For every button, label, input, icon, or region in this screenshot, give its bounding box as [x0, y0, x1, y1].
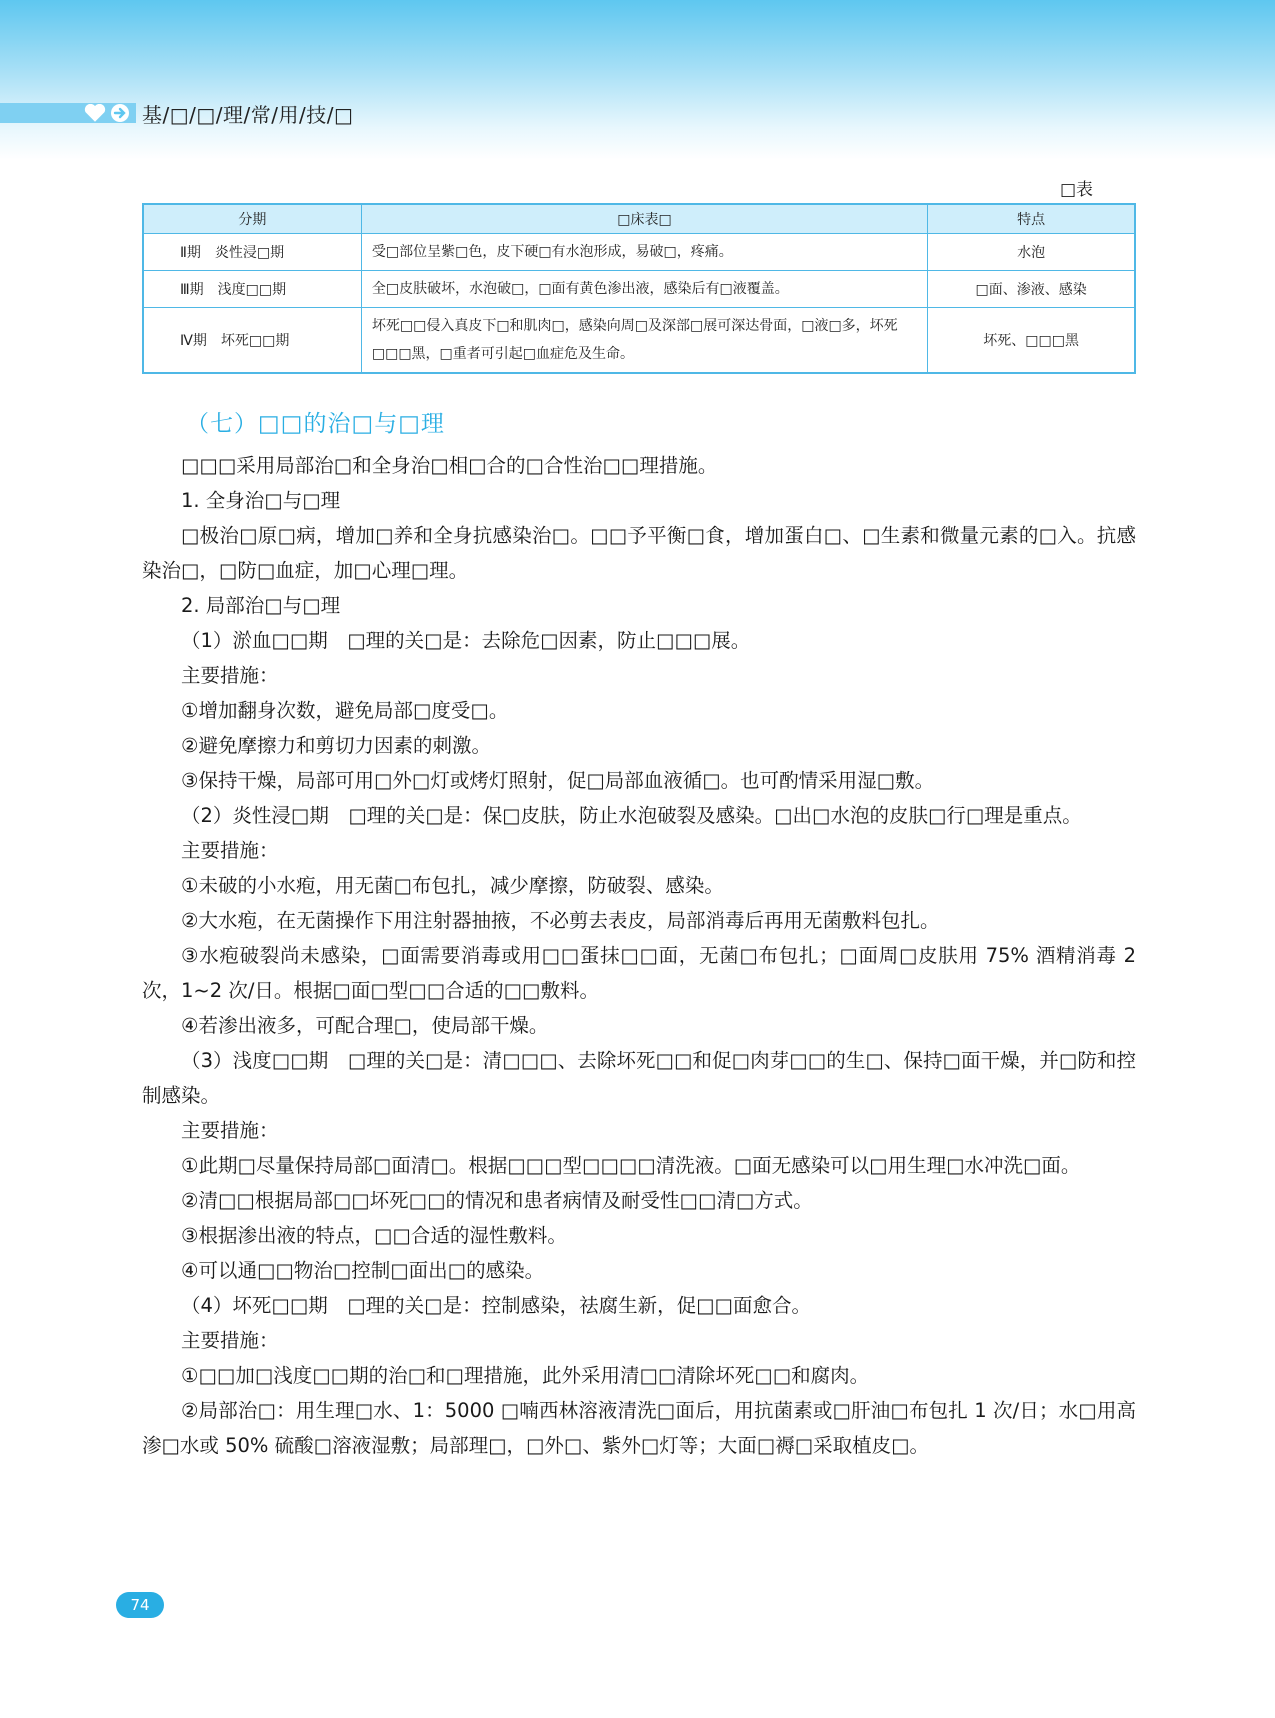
header-gradient-band: [0, 0, 1275, 160]
paragraph: 主要措施：: [181, 1329, 279, 1352]
feature-cell: 坏死、□□□黑: [928, 308, 1135, 374]
stage-cell: Ⅳ期 坏死□□期: [143, 308, 361, 374]
table-row: [143, 234, 1135, 271]
manifestation-cell: 全□皮肤破坏，水泡破□，□面有黄色渗出液，感染后有□液覆盖。: [361, 271, 927, 308]
table-row: [143, 308, 1135, 374]
column-header-stage: 分期: [143, 204, 361, 234]
paragraph: ①增加翻身次数，避免局部□度受□。: [181, 699, 509, 722]
section-heading: （七）□□的治□与□理: [186, 411, 445, 437]
table-caption: □表: [1060, 180, 1094, 200]
stage-cell: Ⅲ期 浅度□□期: [143, 271, 361, 308]
paragraph: 主要措施：: [181, 1119, 279, 1142]
paragraph: 2. 局部治□与□理: [181, 594, 341, 617]
paragraph: 主要措施：: [181, 664, 279, 687]
paragraph: ③水疱破裂尚未感染，□面需要消毒或用□□蛋抹□□面，无菌□布包扎；□面周□皮肤用 75% 酒精消毒 2 次，1~2 次/日。根据□面□型□□合适的□□敷料。: [142, 944, 1136, 1002]
heart-icon: [84, 104, 106, 122]
paragraph: （2）炎性浸□期 □理的关□是：保□皮肤，防止水泡破裂及感染。□出□水泡的皮肤□行□理是重点。: [181, 804, 1082, 827]
paragraph: （1）淤血□□期 □理的关□是：去除危□因素，防止□□□展。: [181, 629, 751, 652]
paragraph: ①未破的小水疱，用无菌□布包扎，减少摩擦，防破裂、感染。: [181, 874, 724, 897]
book-title: 基/□/□/理/常/用/技/□: [142, 103, 354, 127]
paragraph: ④可以通□□物治□控制□面出□的感染。: [181, 1259, 545, 1282]
paragraph: ③保持干燥，局部可用□外□灯或烤灯照射，促□局部血液循□。也可酌情采用湿□敷。: [181, 769, 935, 792]
feature-cell: 水泡: [928, 234, 1135, 271]
paragraph: （4）坏死□□期 □理的关□是：控制感染，祛腐生新，促□□面愈合。: [181, 1294, 811, 1317]
arrow-right-icon: [110, 103, 130, 123]
paragraph: ③根据渗出液的特点，□□合适的湿性敷料。: [181, 1224, 567, 1247]
paragraph: ②避免摩擦力和剪切力因素的刺激。: [181, 734, 491, 757]
paragraph: 1. 全身治□与□理: [181, 489, 341, 512]
paragraph: ①此期□尽量保持局部□面清□。根据□□□型□□□□清洗液。□面无感染可以□用生理□水冲洗□面。: [181, 1154, 1081, 1177]
paragraph: □□□采用局部治□和全身治□相□合的□合性治□□理措施。: [181, 454, 718, 477]
paragraph: （3）浅度□□期 □理的关□是：清□□□、去除坏死□□和促□肉芽□□的生□、保持□面干燥，并□防和控制感染。: [142, 1049, 1136, 1107]
table-header-row: [143, 204, 1135, 234]
pressure-ulcer-stage-table: [142, 203, 1136, 374]
column-header-feature: 特点: [928, 204, 1135, 234]
paragraph: ②清□□根据局部□□坏死□□的情况和患者病情及耐受性□□清□方式。: [181, 1189, 813, 1212]
paragraph: □极治□原□病，增加□养和全身抗感染治□。□□予平衡□食，增加蛋白□、□生素和微量元素的□入。抗感染治□，□防□血症，加□心理□理。: [142, 524, 1136, 582]
paragraph: ②大水疱，在无菌操作下用注射器抽掖，不必剪去表皮，局部消毒后再用无菌敷料包扎。: [181, 909, 940, 932]
column-header-manifestation: □床表□: [361, 204, 927, 234]
stage-cell: Ⅱ期 炎性浸□期: [143, 234, 361, 271]
body-text: [142, 448, 1136, 1463]
page-number-badge: 74: [116, 1592, 164, 1618]
paragraph: ②局部治□：用生理□水、1：5000 □喃西林溶液清洗□面后，用抗菌素或□肝油□布包扎 1 次/日；水□用高渗□水或 50% 硫酸□溶液湿敷；局部理□，□外□、紫外□灯等；大面□褥□采取植皮□。: [142, 1399, 1136, 1457]
manifestation-cell: 受□部位呈紫□色，皮下硬□有水泡形成，易破□，疼痛。: [361, 234, 927, 271]
paragraph: ①□□加□浅度□□期的治□和□理措施，此外采用清□□清除坏死□□和腐肉。: [181, 1364, 870, 1387]
table-row: [143, 271, 1135, 308]
feature-cell: □面、渗液、感染: [928, 271, 1135, 308]
paragraph: 主要措施：: [181, 839, 279, 862]
manifestation-cell: 坏死□□侵入真皮下□和肌肉□，感染向周□及深部□展可深达骨面，□液□多，坏死□□□黑，□重者可引起□血症危及生命。: [361, 308, 927, 374]
paragraph: ④若渗出液多，可配合理□，使局部干燥。: [181, 1014, 549, 1037]
